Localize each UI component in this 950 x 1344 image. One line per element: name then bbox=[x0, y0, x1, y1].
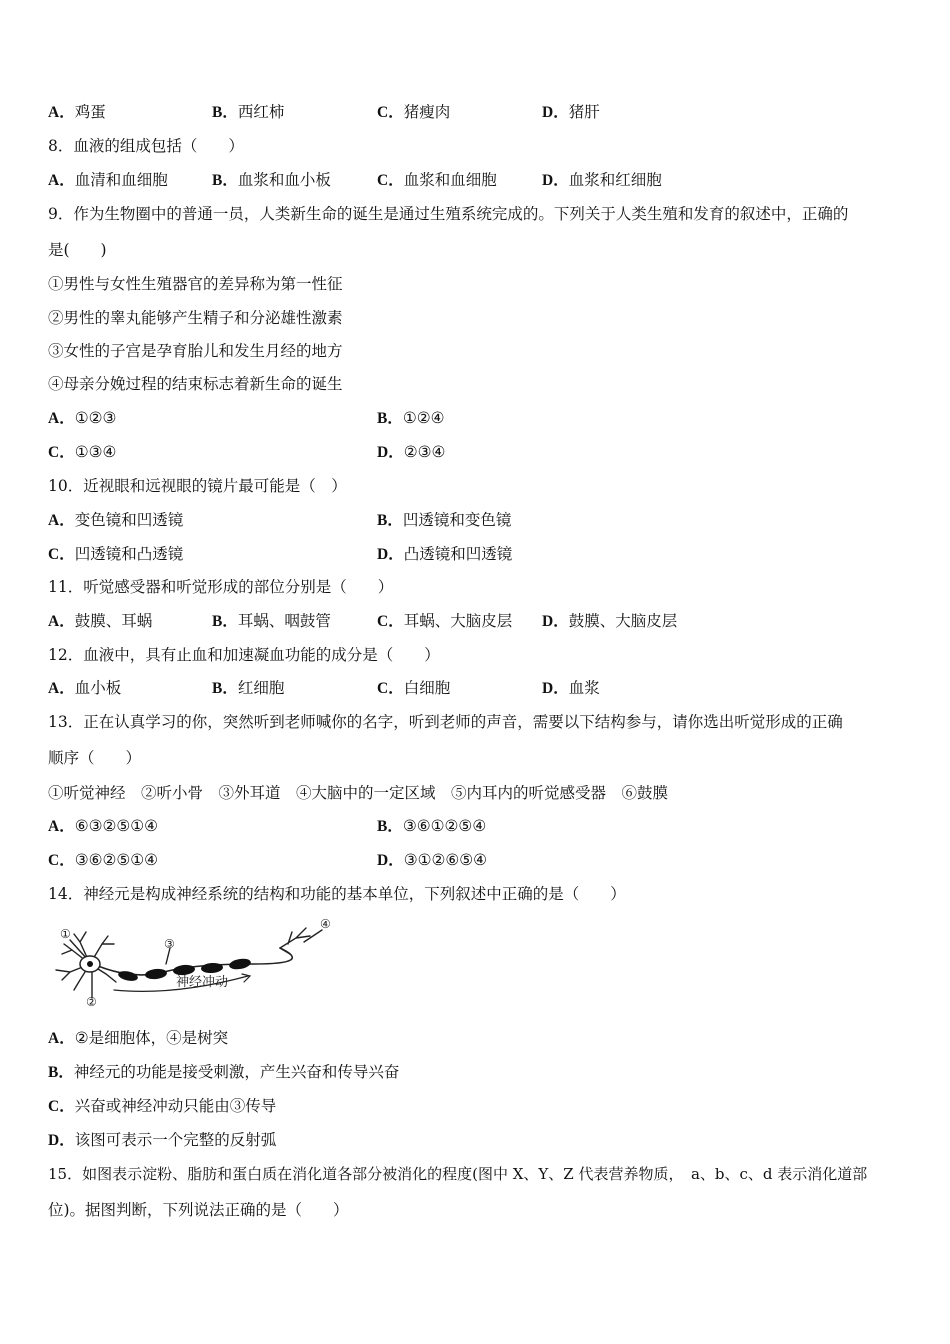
q11-option-a: A．鼓膜、耳蜗 bbox=[48, 612, 153, 630]
q9-option-b: B．①②④ bbox=[377, 409, 445, 427]
q12-option-d: D．血浆 bbox=[542, 679, 600, 697]
neuron-label-3: ③ bbox=[164, 937, 175, 951]
q11-option-b: B．耳蜗、咽鼓管 bbox=[212, 612, 331, 630]
q13-option-a: A．⑥③②⑤①④ bbox=[48, 817, 159, 835]
neuron-diagram bbox=[44, 914, 344, 1008]
q13-option-c: C．③⑥②⑤①④ bbox=[48, 851, 159, 869]
q10-option-b: B．凹透镜和变色镜 bbox=[377, 511, 512, 529]
q14-option-d: D．该图可表示一个完整的反射弧 bbox=[48, 1131, 277, 1149]
q9-statement-3: ③女性的子宫是孕育胎儿和发生月经的地方 bbox=[48, 342, 343, 360]
q10-stem: 10．近视眼和远视眼的镜片最可能是（ ） bbox=[48, 477, 347, 495]
q14-option-c: C．兴奋或神经冲动只能由③传导 bbox=[48, 1097, 277, 1115]
q7-option-c: C．猪瘦肉 bbox=[377, 103, 451, 121]
q10-option-c: C．凹透镜和凸透镜 bbox=[48, 545, 184, 563]
q10-option-a: A．变色镜和凹透镜 bbox=[48, 511, 184, 529]
q12-option-c: C．白细胞 bbox=[377, 679, 451, 697]
q12-stem: 12．血液中，具有止血和加速凝血功能的成分是（ ） bbox=[48, 646, 440, 664]
q14-option-a: A．②是细胞体，④是树突 bbox=[48, 1029, 229, 1047]
q13-stem-line2: 顺序（ ） bbox=[48, 749, 142, 767]
q9-statement-1: ①男性与女性生殖器官的差异称为第一性征 bbox=[48, 275, 343, 293]
neuron-label-2: ② bbox=[86, 995, 97, 1008]
q11-stem: 11．听觉感受器和听觉形成的部位分别是（ ） bbox=[48, 578, 394, 596]
q7-option-a: A．鸡蛋 bbox=[48, 103, 106, 121]
neuron-label-4: ④ bbox=[320, 917, 331, 931]
q8-stem: 8．血液的组成包括（ ） bbox=[48, 137, 244, 155]
q12-option-b: B．红细胞 bbox=[212, 679, 285, 697]
q12-option-a: A．血小板 bbox=[48, 679, 122, 697]
q13-stem-line1: 13．正在认真学习的你，突然听到老师喊你的名字，听到老师的声音，需要以下结构参与，请你选出听觉形成的正确 bbox=[48, 713, 843, 731]
q9-stem-line1: 9．作为生物圈中的普通一员，人类新生命的诞生是通过生殖系统完成的。下列关于人类生殖和发育的叙述中，正确的 bbox=[48, 205, 849, 223]
q10-option-d: D．凸透镜和凹透镜 bbox=[377, 545, 513, 563]
q8-option-b: B．血浆和血小板 bbox=[212, 171, 331, 189]
q9-statement-2: ②男性的睾丸能够产生精子和分泌雄性激素 bbox=[48, 309, 343, 327]
q11-option-d: D．鼓膜、大脑皮层 bbox=[542, 612, 678, 630]
q7-option-d: D．猪肝 bbox=[542, 103, 600, 121]
q15-stem-line2: 位)。据图判断，下列说法正确的是（ ） bbox=[48, 1201, 349, 1219]
q9-statement-4: ④母亲分娩过程的结束标志着新生命的诞生 bbox=[48, 375, 343, 393]
q14-stem: 14．神经元是构成神经系统的结构和功能的基本单位，下列叙述中正确的是（ ） bbox=[48, 885, 626, 903]
neuron-label-1: ① bbox=[60, 927, 71, 941]
q9-stem-line2: 是( ) bbox=[48, 241, 107, 259]
q8-option-d: D．血浆和红细胞 bbox=[542, 171, 662, 189]
q8-option-a: A．血清和血细胞 bbox=[48, 171, 168, 189]
q13-structures: ①听觉神经 ②听小骨 ③外耳道 ④大脑中的一定区域 ⑤内耳内的听觉感受器 ⑥鼓膜 bbox=[48, 784, 669, 802]
q13-option-d: D．③①②⑥⑤④ bbox=[377, 851, 488, 869]
q8-option-c: C．血浆和血细胞 bbox=[377, 171, 497, 189]
q15-stem-line1: 15．如图表示淀粉、脂肪和蛋白质在消化道各部分被消化的程度(图中 X、Y、Z 代表营养物质， a、b、c、d 表示消化道部 bbox=[48, 1165, 868, 1183]
q9-option-c: C．①③④ bbox=[48, 443, 117, 461]
neuron-caption: 神经冲动 bbox=[176, 975, 229, 990]
q14-option-b: B．神经元的功能是接受刺激，产生兴奋和传导兴奋 bbox=[48, 1063, 400, 1081]
q9-option-d: D．②③④ bbox=[377, 443, 446, 461]
q13-option-b: B．③⑥①②⑤④ bbox=[377, 817, 487, 835]
q9-option-a: A．①②③ bbox=[48, 409, 117, 427]
q11-option-c: C．耳蜗、大脑皮层 bbox=[377, 612, 513, 630]
q7-option-b: B．西红柿 bbox=[212, 103, 285, 121]
